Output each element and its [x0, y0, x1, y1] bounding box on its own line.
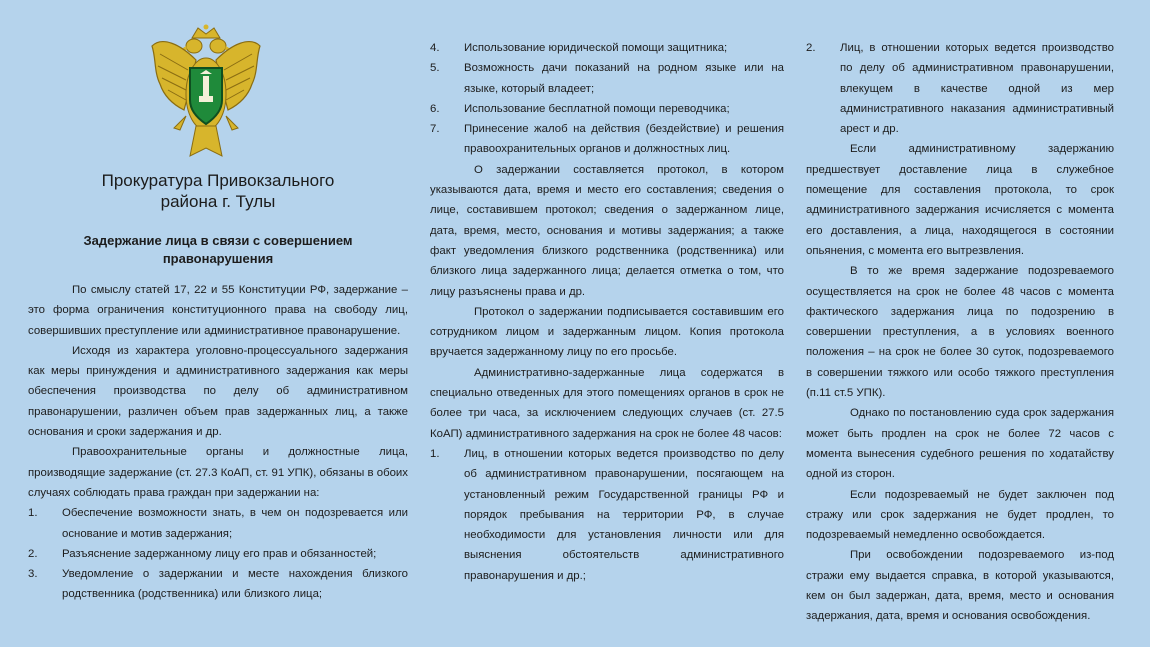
list-number: 6.	[430, 102, 440, 115]
list-item	[430, 444, 784, 586]
paragraph: Административно-задержанные лица содержатся в специально отведенных для этого помещениях органов в срок не более три часа, за исключением следующих случаев (ст. 27.5 КоАП) административного задержания на срок не более 48 часов:	[430, 366, 784, 440]
list-number: 4.	[430, 42, 440, 54]
list-item	[430, 99, 784, 119]
exceptions-list-continued	[806, 38, 1114, 139]
list-item	[430, 58, 784, 99]
org-line-2: района г. Тулы	[160, 192, 276, 211]
list-item	[28, 564, 408, 605]
list-item	[430, 119, 784, 160]
list-number: 2.	[806, 42, 816, 54]
organization-name	[28, 170, 408, 212]
list-number: 3.	[28, 568, 38, 581]
list-text: Лиц, в отношении которых ведется производство по делу об административном правонарушении, посягающем на установленный режим Государственной границы РФ и порядок пребывания на территории РФ, в случае необходимости для установления личности или для выяснения обстоятельств административного правонарушения и др.;	[464, 447, 784, 582]
rights-list-continued	[430, 38, 784, 160]
list-text: Использование бесплатной помощи переводчика;	[464, 102, 730, 115]
org-line-1: Прокуратура Привокзального	[101, 171, 335, 190]
list-text: Обеспечение возможности знать, в чем он подозревается или основание и мотив задержания;	[62, 507, 408, 540]
paragraph: Протокол о задержании подписывается составившим его сотрудником лицом и задержанным лицом. Копия протокола вручается задержанному лицу по его просьбе.	[430, 305, 784, 359]
paragraph: Однако по постановлению суда срок задержания может быть продлен на срок не более 72 часов с момента вынесения судебного решения по ходатайству одной из сторон.	[806, 407, 1114, 481]
list-number: 1.	[430, 447, 440, 460]
column-3	[806, 38, 1114, 627]
list-text: Лиц, в отношении которых ведется производство по делу об административном правонарушении, влекущем в качестве одной из мер административного наказания административный арест и др.	[840, 42, 1114, 136]
rights-list	[28, 503, 408, 604]
title-line-2: правонарушения	[162, 251, 274, 266]
list-number: 2.	[28, 547, 38, 560]
paragraph: О задержании составляется протокол, в котором указываются дата, время и место его составления; сведения о лице, составившем протокол; сведения о задержанном лице, дата, время, место, основания и мотивы задержания; а также факт уведомления близкого родственника (родственника) или близкого лица задержанного лица; делается отметка о том, что лицу разъяснены права и др.	[430, 163, 784, 298]
list-number: 5.	[430, 62, 440, 75]
title-line-1: Задержание лица в связи с совершением	[83, 233, 353, 248]
paragraph: Если административному задержанию предшествует доставление лица в служебное помещение для составления протокола, то срок административного задержания исчисляется с момента его доставления, а лица, находящегося в состоянии опьянения, с момента его вытрезвления.	[806, 143, 1114, 257]
document-title	[28, 232, 408, 268]
column-2	[430, 38, 784, 586]
list-text: Возможность дачи показаний на родном языке или на языке, который владеет;	[464, 62, 784, 95]
paragraph: В то же время задержание подозреваемого осуществляется на срок не более 48 часов с момента фактического задержания лица по подозрению в совершении преступления, а в условиях военного положения – на срок не более 30 суток, подозреваемого в совершении тяжкого или особо тяжкого преступления (п.11 ст.5 УПК).	[806, 265, 1114, 400]
column-1	[28, 280, 408, 605]
paragraph: При освобождении подозреваемого из-под стражи ему выдается справка, в которой указываются, кем он был задержан, дата, время, место и основания задержания, дата, время и основания освобождения.	[806, 549, 1114, 623]
list-number: 1.	[28, 507, 38, 520]
prosecutor-emblem-icon	[150, 24, 262, 166]
list-item	[806, 38, 1114, 139]
list-item	[430, 38, 784, 58]
list-number: 7.	[430, 123, 440, 136]
exceptions-list	[430, 444, 784, 586]
list-text: Использование юридической помощи защитника;	[464, 42, 728, 54]
paragraph: По смыслу статей 17, 22 и 55 Конституции РФ, задержание – это форма ограничения конституционного права на свободу лиц, совершивших преступление или административное правонарушение.	[28, 284, 408, 337]
paragraph: Если подозреваемый не будет заключен под стражу или срок задержания не будет продлен, то подозреваемый немедленно освобождается.	[806, 488, 1114, 542]
list-item	[28, 544, 408, 564]
list-item	[28, 503, 408, 544]
list-text: Уведомление о задержании и месте нахождения близкого родственника (родственника) или близкого лица;	[62, 568, 408, 601]
paragraph: Исходя из характера уголовно-процессуального задержания как меры принуждения и административного задержания как меры обеспечения производства по делу об административном правонарушении, различен объем прав задержанных лиц, а также основания и сроки задержания и др.	[28, 344, 408, 439]
list-text: Принесение жалоб на действия (бездействие) и решения правоохранительных органов и должностных лиц.	[464, 123, 784, 156]
list-text: Разъяснение задержанному лицу его прав и обязанностей;	[62, 547, 377, 560]
paragraph: Правоохранительные органы и должностные лица, производящие задержание (ст. 27.3 КоАП, ст. 91 УПК), обязаны в обоих случаях соблюдать права граждан при задержании на:	[28, 446, 408, 499]
